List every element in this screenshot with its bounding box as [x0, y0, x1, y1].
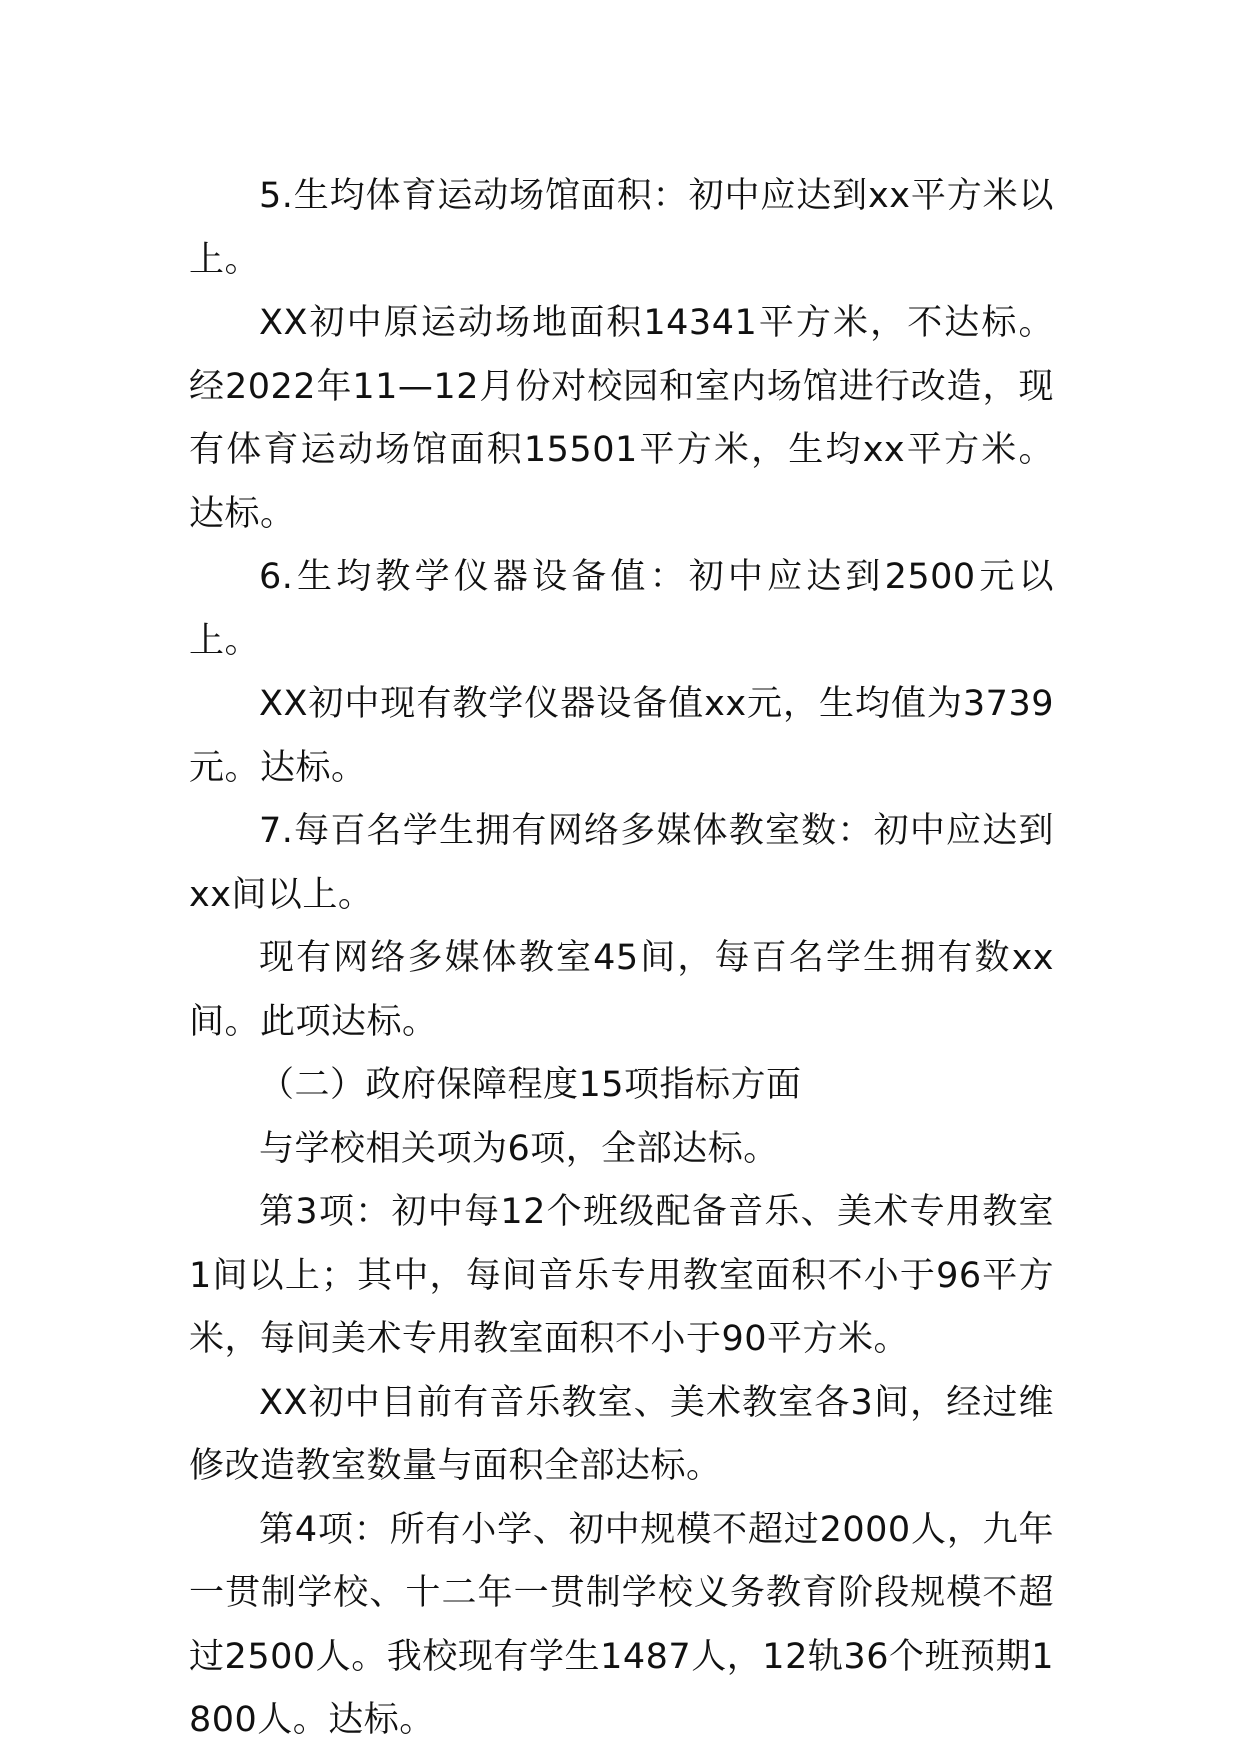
section-heading-government-guarantee: （二）政府保障程度15项指标方面: [259, 1065, 802, 1105]
document-body: [189, 165, 1054, 1753]
paragraph-sports-area-standard: 5.生均体育运动场馆面积：初中应达到xx平方米以上。: [189, 176, 1054, 280]
paragraph-related-items-summary: 与学校相关项为6项，全部达标。: [259, 1128, 779, 1169]
paragraph-item-4-standard: 第4项：所有小学、初中规模不超过2000人，九年一贯制学校、十二年一贯制学校义务教育阶段规模不超过2500人。我校现有学生1487人，12轨36个班预期1800人。达标。: [189, 1509, 1054, 1740]
paragraph-multimedia-standard: 7.每百名学生拥有网络多媒体教室数：初中应达到xx间以上。: [189, 811, 1054, 915]
paragraph-sports-area-status: XX初中原运动场地面积14341平方米，不达标。经2022年11—12月份对校园和室内场馆进行改造，现有体育运动场馆面积15501平方米，生均xx平方米。达标。: [189, 303, 1054, 534]
paragraph-multimedia-status: 现有网络多媒体教室45间，每百名学生拥有数xx间。此项达标。: [189, 938, 1054, 1042]
paragraph-item-3-standard: 第3项：初中每12个班级配备音乐、美术专用教室1间以上；其中，每间音乐专用教室面积不小于96平方米，每间美术专用教室面积不小于90平方米。: [189, 1192, 1054, 1359]
paragraph-item-3-status: XX初中目前有音乐教室、美术教室各3间，经过维修改造教室数量与面积全部达标。: [189, 1382, 1054, 1486]
paragraph-equipment-status: XX初中现有教学仪器设备值xx元，生均值为3739元。达标。: [189, 684, 1054, 788]
paragraph-equipment-standard: 6.生均教学仪器设备值：初中应达到2500元以上。: [189, 557, 1054, 661]
